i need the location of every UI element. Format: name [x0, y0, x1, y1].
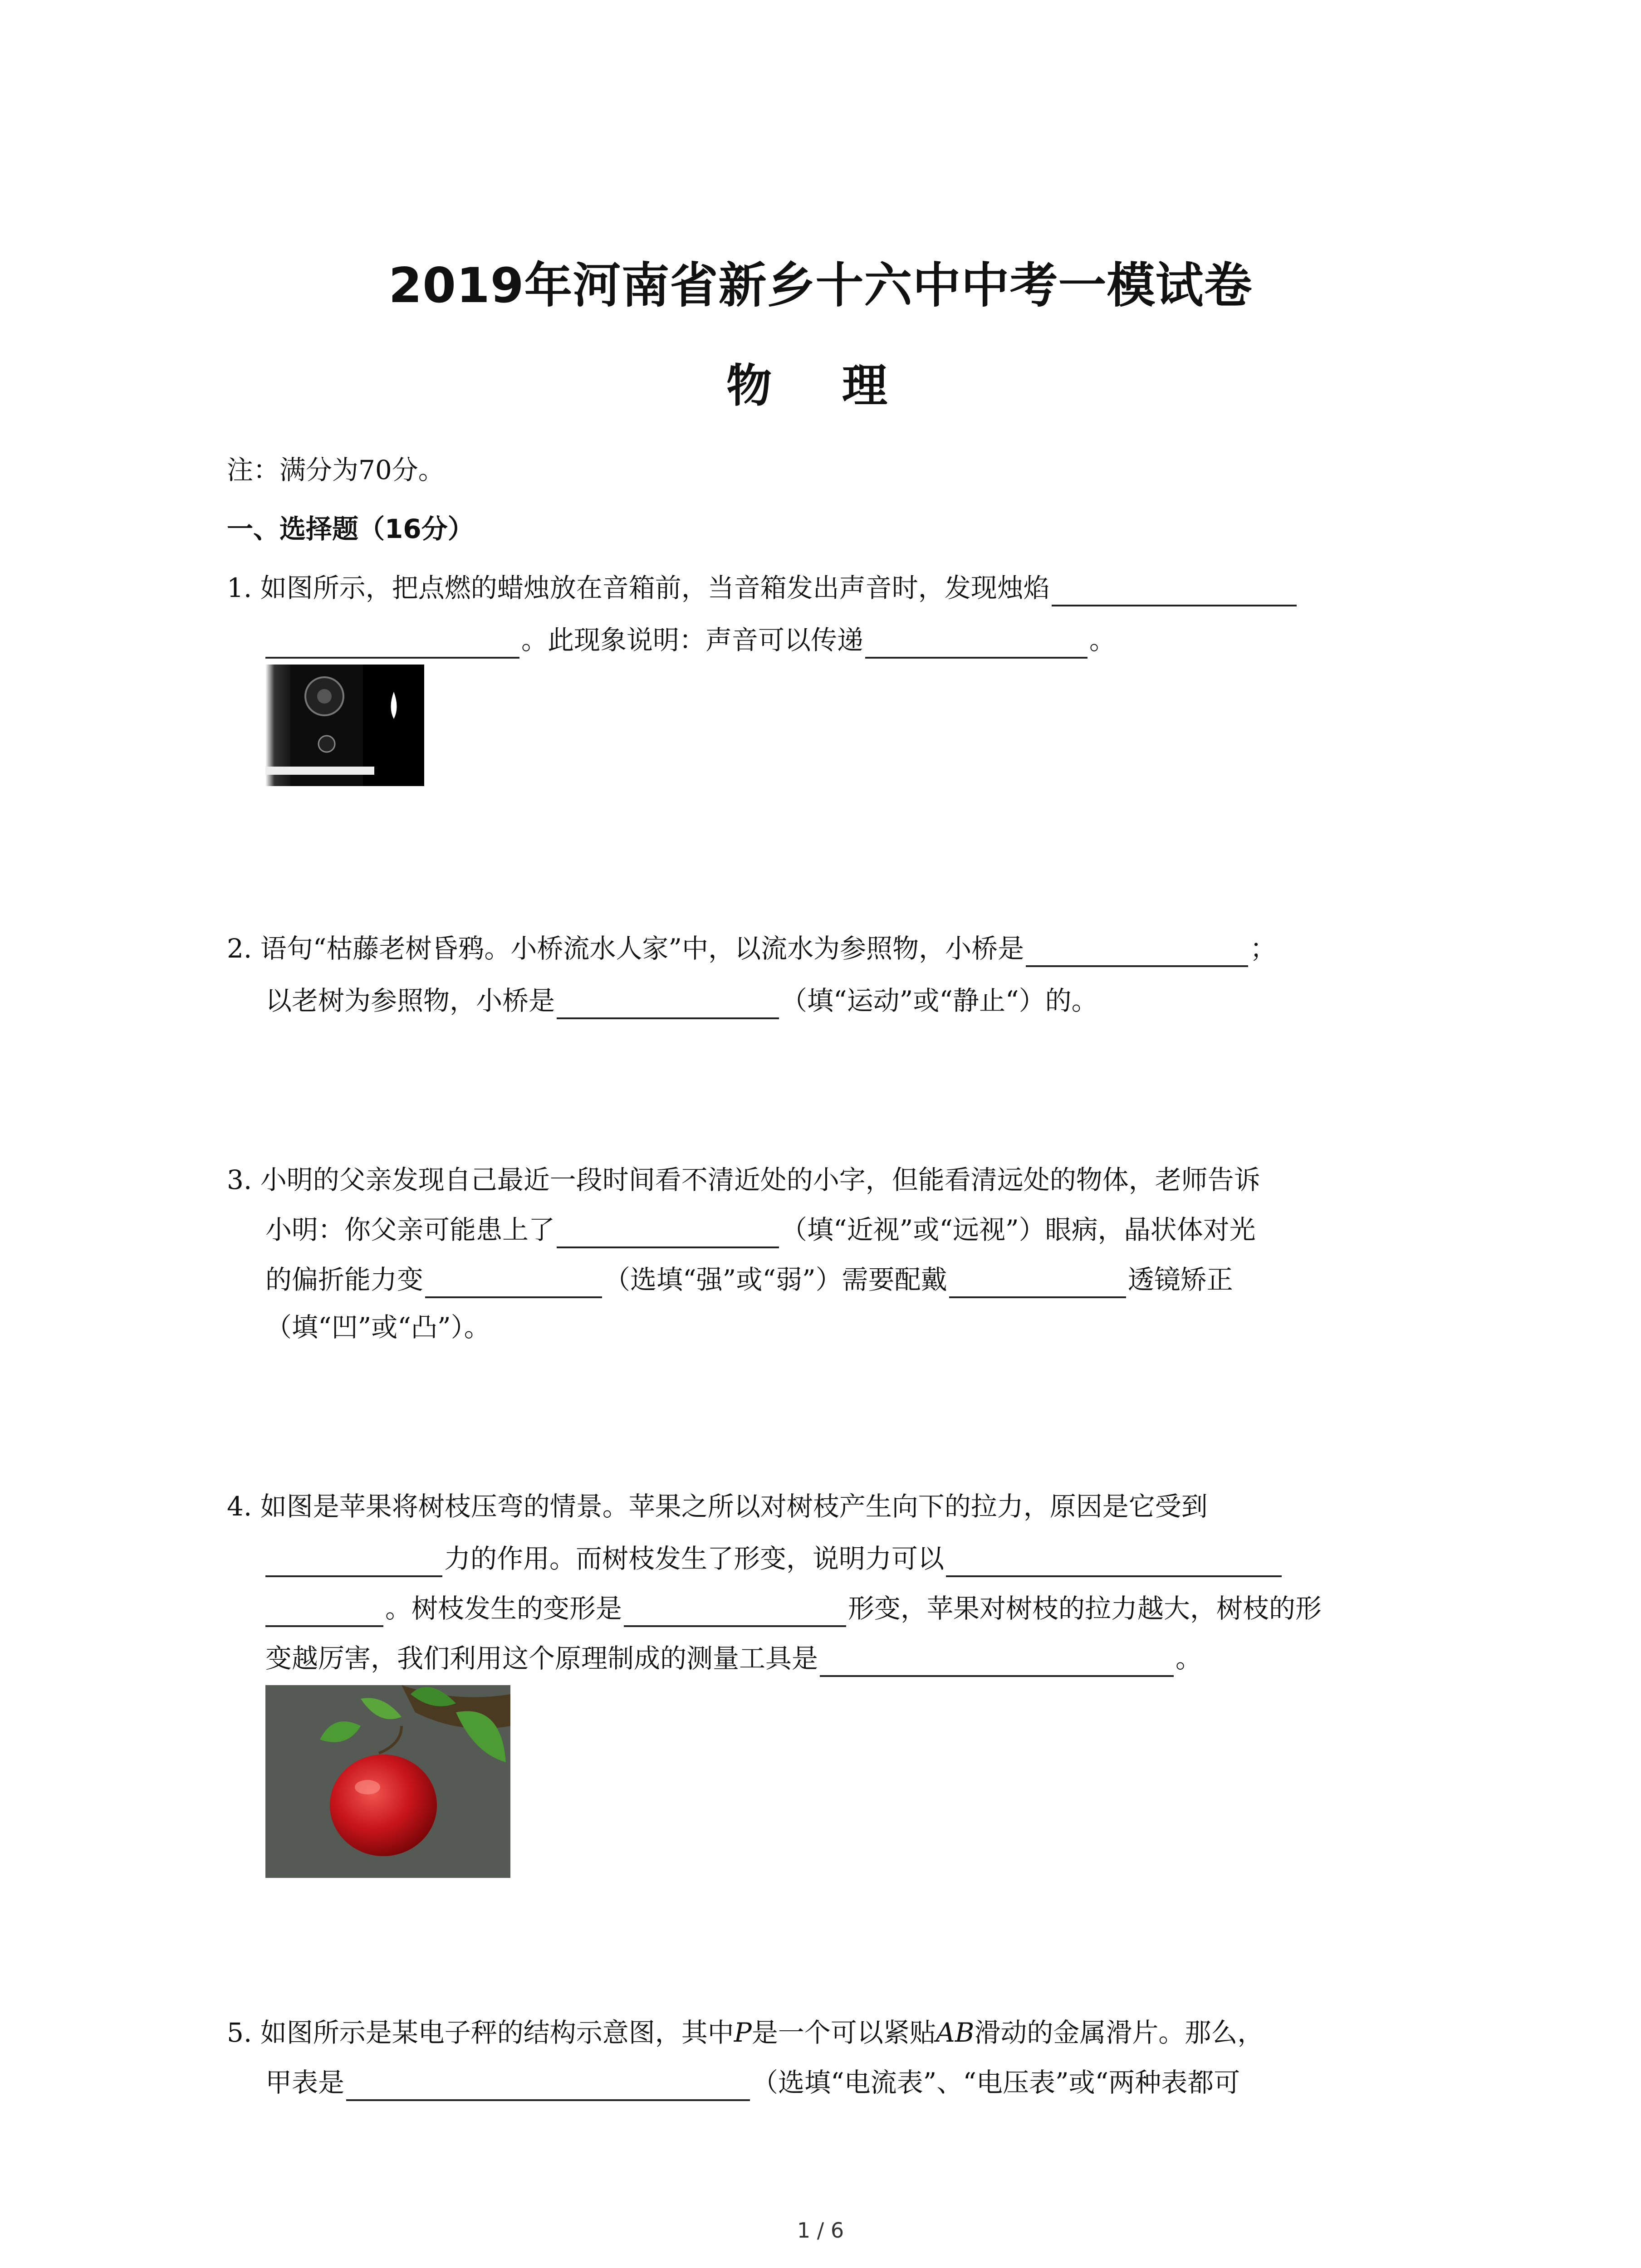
page-number: 1 / 6: [797, 2218, 844, 2243]
answer-blank[interactable]: [820, 1647, 1174, 1677]
question-1-text: 。: [1089, 625, 1116, 655]
question-4-text: 力的作用。而树枝发生了形变，说明力可以: [444, 1543, 945, 1574]
speaker-candle-figure: [265, 665, 424, 786]
resistor-label: AB: [936, 2017, 975, 2048]
question-5-text: 是一个可以紧贴: [751, 2017, 936, 2048]
question-4-line-3: [265, 1590, 1322, 1627]
answer-blank[interactable]: [624, 1597, 846, 1627]
question-5-text: （选填“电流表”、“电压表”或“两种表都可: [752, 2067, 1240, 2098]
question-1-line-2: [265, 621, 1116, 659]
question-3-text: 的偏折能力变: [265, 1264, 424, 1295]
answer-blank[interactable]: [946, 1547, 1282, 1577]
question-3-line-2: [265, 1211, 1256, 1248]
exam-title: 2019年河南省新乡十六中中考一模试卷: [388, 258, 1253, 313]
question-2-text: ；: [1250, 933, 1277, 964]
question-3-text: （填“近视”或“远视”）眼病，晶状体对光: [781, 1214, 1256, 1245]
question-5-text: 5. 如图所示是某电子秤的结构示意图，其中: [227, 2017, 734, 2048]
question-1-line-1: [227, 569, 1298, 606]
question-1-text: 1. 如图所示，把点燃的蜡烛放在音箱前，当音箱发出声音时，发现烛焰: [227, 572, 1050, 603]
question-3-text: 小明：你父亲可能患上了: [265, 1214, 555, 1245]
question-3-text: 透镜矫正: [1127, 1264, 1233, 1295]
question-3-text: （选填“强”或“弱”）需要配戴: [604, 1264, 947, 1295]
apple-icon: [330, 1755, 437, 1856]
answer-blank[interactable]: [425, 1268, 602, 1298]
question-2-text: 以老树为参照物，小桥是: [265, 985, 555, 1016]
score-note: 注：满分为70分。: [227, 455, 445, 485]
question-2-text: 2. 语句“枯藤老树昏鸦。小桥流水人家”中，以流水为参照物，小桥是: [227, 933, 1024, 964]
question-5-line-1: [227, 2014, 1264, 2051]
question-4-text: 。: [1176, 1643, 1202, 1674]
question-4-line-1: 4. 如图是苹果将树枝压弯的情景。苹果之所以对树枝产生向下的拉力，原因是它受到: [227, 1491, 1208, 1522]
question-3-line-4: （填“凹”或“凸”）。: [265, 1312, 490, 1343]
question-2-line-2: [265, 982, 1098, 1019]
answer-blank[interactable]: [265, 629, 519, 659]
answer-blank[interactable]: [346, 2071, 750, 2101]
answer-blank[interactable]: [265, 1547, 442, 1577]
question-4-text: 形变，苹果对树枝的拉力越大，树枝的形: [848, 1593, 1322, 1624]
slider-label: P: [734, 2017, 752, 2048]
question-1-text: 。此现象说明：声音可以传递: [521, 625, 864, 655]
question-5-text: 滑动的金属滑片。那么，: [974, 2017, 1264, 2048]
question-3-line-3: [265, 1261, 1233, 1298]
answer-blank[interactable]: [949, 1268, 1126, 1298]
section-heading: 一、选择题（16分）: [227, 513, 474, 544]
subject-title: 物 理: [726, 359, 915, 412]
question-2-text: （填“运动”或“静止“）的。: [781, 985, 1098, 1016]
question-5-text: 甲表是: [265, 2067, 345, 2098]
question-4-text: 。树枝发生的变形是: [385, 1593, 622, 1624]
answer-blank[interactable]: [557, 989, 779, 1019]
question-2-line-1: [227, 930, 1276, 967]
apple-branch-figure: [265, 1685, 510, 1878]
answer-blank[interactable]: [865, 629, 1087, 659]
answer-blank[interactable]: [557, 1218, 779, 1248]
question-4-line-2: [265, 1540, 1283, 1577]
question-4-text: 变越厉害，我们利用这个原理制成的测量工具是: [265, 1643, 818, 1674]
question-3-line-1: 3. 小明的父亲发现自己最近一段时间看不清近处的小字，但能看清远处的物体，老师告诉: [227, 1164, 1260, 1195]
question-5-line-2: [265, 2064, 1240, 2101]
answer-blank[interactable]: [1026, 937, 1248, 967]
answer-blank[interactable]: [1052, 577, 1297, 606]
question-4-line-4: [265, 1640, 1202, 1677]
answer-blank[interactable]: [265, 1597, 383, 1627]
